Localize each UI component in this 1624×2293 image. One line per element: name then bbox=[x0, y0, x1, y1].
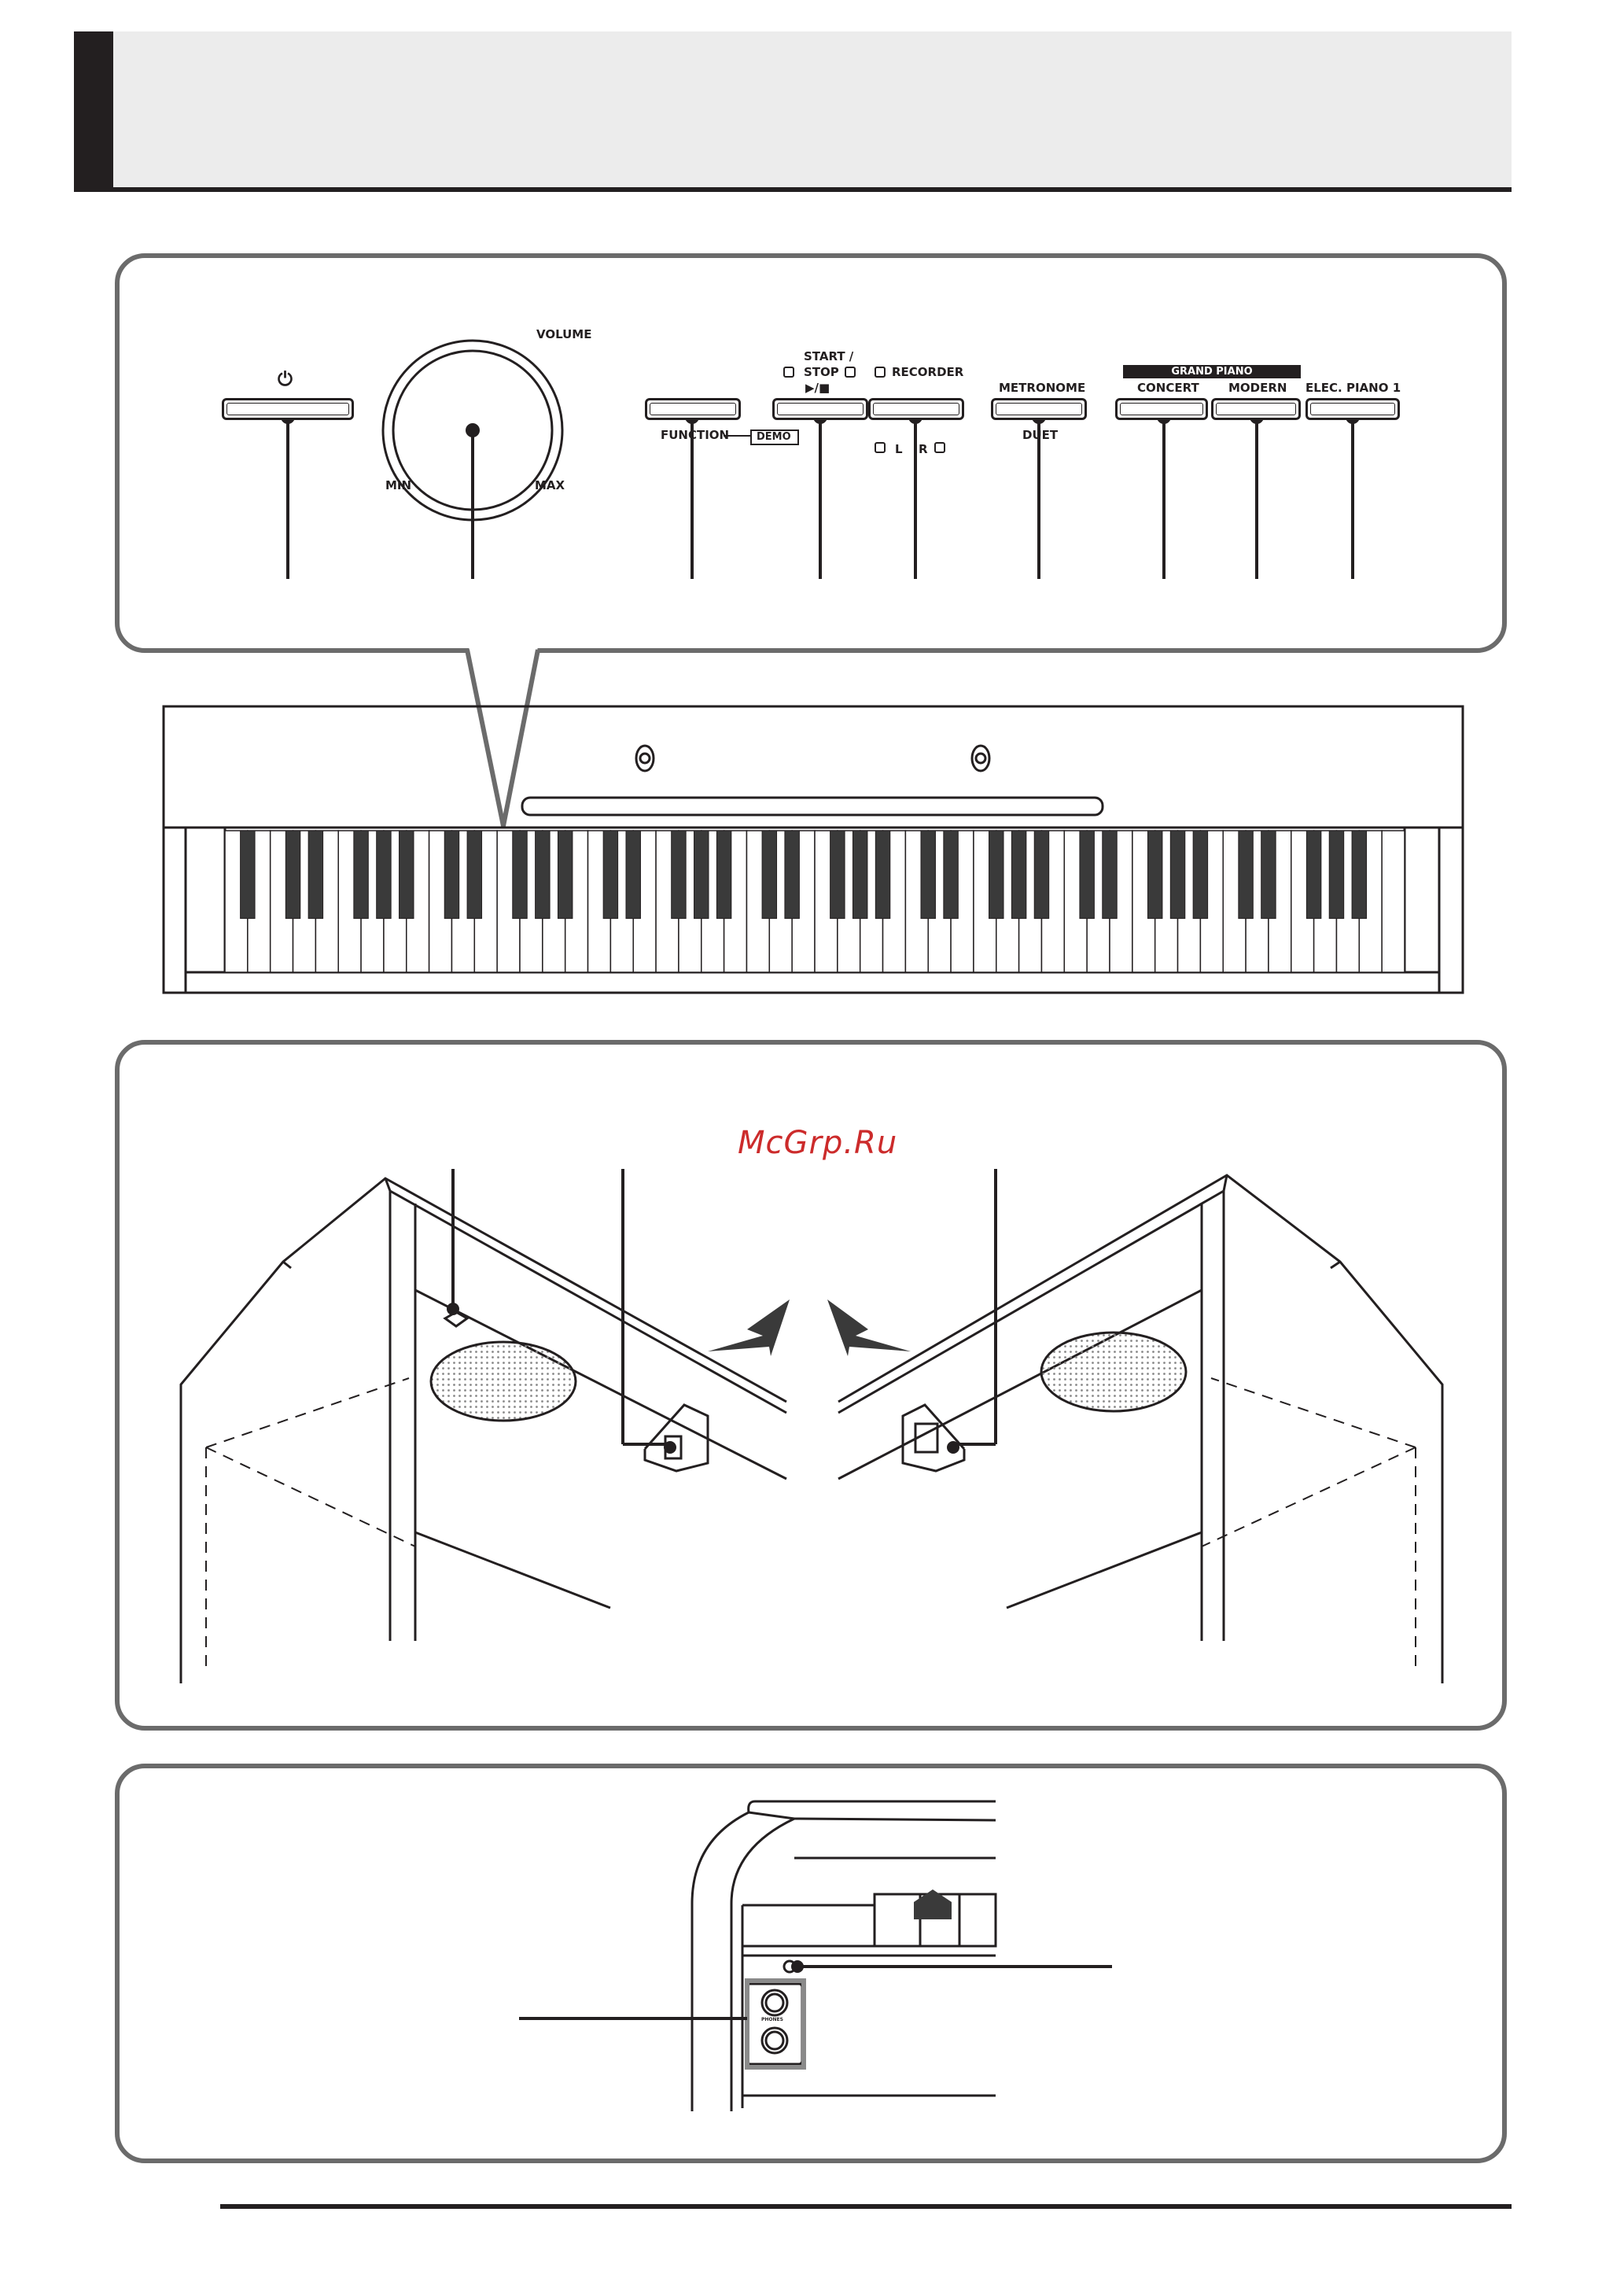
black-key bbox=[467, 831, 481, 919]
volume-max-label: MAX bbox=[535, 478, 565, 492]
black-key bbox=[1306, 831, 1320, 919]
metronome-label: METRONOME bbox=[999, 381, 1086, 395]
black-key bbox=[1080, 831, 1094, 919]
start-stop-label-line2: STOP bbox=[804, 365, 839, 379]
recorder-label: RECORDER bbox=[892, 365, 964, 379]
modern-label: MODERN bbox=[1228, 381, 1287, 395]
black-key bbox=[377, 831, 391, 919]
black-key bbox=[672, 831, 686, 919]
black-key bbox=[285, 831, 300, 919]
black-key bbox=[400, 831, 414, 919]
keyboard-keys bbox=[225, 831, 1405, 972]
black-key bbox=[944, 831, 958, 919]
black-key bbox=[354, 831, 368, 919]
black-key bbox=[785, 831, 799, 919]
phones-label: PHONES bbox=[761, 2017, 783, 2022]
black-key bbox=[694, 831, 709, 919]
l-label: L bbox=[895, 442, 903, 456]
black-key bbox=[558, 831, 572, 919]
led-indicator-icon bbox=[783, 367, 794, 378]
power-icon: ⏻ bbox=[278, 368, 293, 390]
white-key bbox=[1382, 831, 1405, 972]
black-key bbox=[762, 831, 776, 919]
led-indicator-icon bbox=[875, 367, 886, 378]
black-key bbox=[1147, 831, 1162, 919]
black-key bbox=[921, 831, 935, 919]
black-key bbox=[1103, 831, 1117, 919]
black-key bbox=[603, 831, 617, 919]
black-key bbox=[875, 831, 889, 919]
black-key bbox=[1352, 831, 1366, 919]
black-key bbox=[626, 831, 640, 919]
elec-piano-label: ELEC. PIANO 1 bbox=[1305, 381, 1401, 395]
concert-button[interactable] bbox=[1115, 398, 1208, 420]
black-key bbox=[536, 831, 550, 919]
black-key bbox=[989, 831, 1003, 919]
start-stop-label-line1: START / bbox=[804, 349, 854, 363]
led-indicator-icon bbox=[845, 367, 856, 378]
black-key bbox=[1239, 831, 1253, 919]
black-key bbox=[716, 831, 731, 919]
power-button[interactable] bbox=[222, 398, 354, 420]
r-label: R bbox=[919, 442, 928, 456]
black-key bbox=[853, 831, 867, 919]
black-key bbox=[513, 831, 527, 919]
metronome-button[interactable] bbox=[991, 398, 1087, 420]
black-key bbox=[1261, 831, 1276, 919]
headphone-jack-icon[interactable] bbox=[761, 2026, 788, 2053]
black-key bbox=[308, 831, 322, 919]
watermark: McGrp.Ru bbox=[738, 1125, 898, 1161]
modern-button[interactable] bbox=[1211, 398, 1301, 420]
volume-min-label: MIN bbox=[385, 478, 412, 492]
function-button[interactable] bbox=[645, 398, 741, 420]
black-key bbox=[1034, 831, 1048, 919]
led-indicator-icon bbox=[875, 442, 886, 453]
black-key bbox=[1193, 831, 1207, 919]
black-key bbox=[241, 831, 255, 919]
volume-label: VOLUME bbox=[536, 327, 592, 341]
duet-label: DUET bbox=[1022, 428, 1059, 442]
black-key bbox=[1170, 831, 1184, 919]
led-indicator-icon bbox=[934, 442, 945, 453]
recorder-button[interactable] bbox=[868, 398, 964, 420]
volume-knob-icon[interactable] bbox=[393, 351, 552, 510]
concert-label: CONCERT bbox=[1137, 381, 1199, 395]
start-stop-button[interactable] bbox=[772, 398, 868, 420]
function-label: FUNCTION bbox=[661, 428, 730, 442]
grand-piano-label: GRAND PIANO bbox=[1123, 365, 1301, 378]
demo-label: DEMO bbox=[757, 431, 791, 443]
black-key bbox=[1329, 831, 1343, 919]
black-key bbox=[444, 831, 458, 919]
black-key bbox=[830, 831, 845, 919]
black-key bbox=[1011, 831, 1026, 919]
headphone-jack-icon[interactable] bbox=[761, 1989, 788, 2015]
elec-piano-button[interactable] bbox=[1305, 398, 1400, 420]
play-stop-symbol: ▶/■ bbox=[805, 381, 830, 395]
